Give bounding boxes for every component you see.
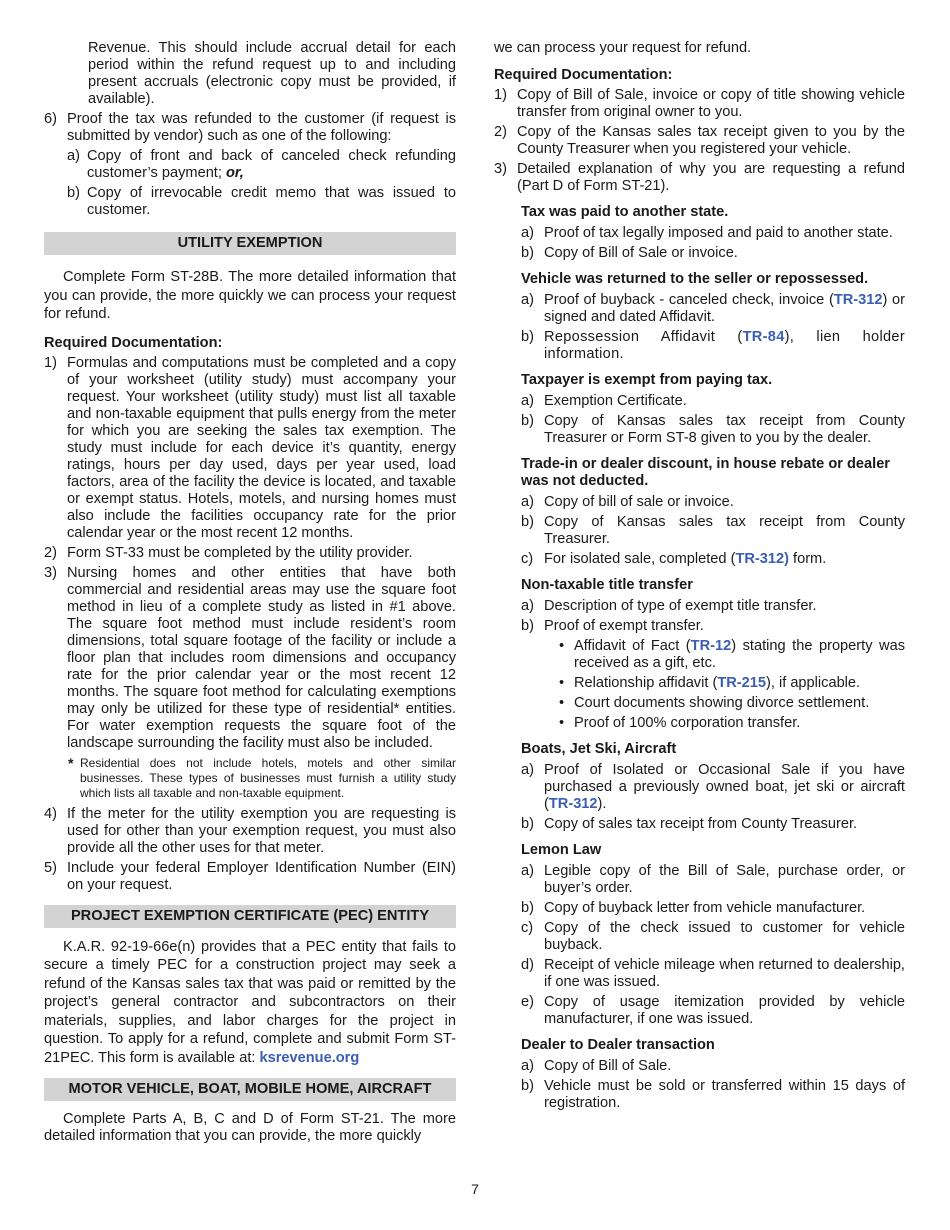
list-item-6: 6) Proof the tax was refunded to the customer (if request is submitted by vendor) such as one of the following: bbox=[44, 111, 456, 144]
boats-heading: Boats, Jet Ski, Aircraft bbox=[521, 741, 677, 757]
tradein-a: a) Copy of bill of sale or invoice. bbox=[521, 494, 734, 510]
ksrevenue-link[interactable]: ksrevenue.org bbox=[259, 1049, 360, 1066]
tradein-c: c) For isolated sale, completed (TR-312) form. bbox=[521, 551, 827, 567]
motor-required-documentation: Required Documentation: bbox=[494, 67, 673, 83]
lemon-b: b) Copy of buyback letter from vehicle manufacturer. bbox=[521, 900, 866, 916]
lemon-d: d) Receipt of vehicle mileage when returned to dealership, if one was issued. bbox=[521, 957, 905, 990]
nontaxable-bullet-1: • Affidavit of Fact (TR-12) stating the property was received as a gift, etc. bbox=[559, 638, 905, 671]
tr-84-link[interactable]: TR-84 bbox=[742, 329, 785, 345]
tradein-heading: Trade-in or dealer discount, in house rebate or dealer was not deducted. bbox=[521, 456, 890, 489]
another-state-heading: Tax was paid to another state. bbox=[521, 204, 729, 220]
motor-item-2: 2) Copy of the Kansas sales tax receipt given to you by the County Treasurer when you registered your vehicle. bbox=[494, 124, 905, 157]
tr-312-link[interactable]: TR-312 bbox=[548, 796, 598, 812]
nontaxable-b: b) Proof of exempt transfer. bbox=[521, 618, 704, 634]
tradein-b: b) Copy of Kansas sales tax receipt from County Treasurer. bbox=[521, 514, 905, 547]
continued-text: Revenue. This should include accrual detail for each period within the refund request up to and including present accruals (electronic copy must be provided, if available). bbox=[88, 40, 456, 107]
tr-312-link[interactable]: TR-312) bbox=[735, 551, 789, 567]
boats-a: a) Proof of Isolated or Occasional Sale if you have purchased a previously owned boat, jet ski or aircraft (TR-312). bbox=[521, 762, 905, 812]
another-state-a: a) Proof of tax legally imposed and paid to another state. bbox=[521, 225, 893, 241]
tr-12-link[interactable]: TR-12 bbox=[690, 638, 732, 654]
utility-intro: Complete Form ST-28B. The more detailed information that you can provide, the more quickly we can process your request for refund. bbox=[44, 269, 456, 322]
nontaxable-bullet-4: • Proof of 100% corporation transfer. bbox=[559, 715, 801, 731]
dealer-a: a) Copy of Bill of Sale. bbox=[521, 1058, 672, 1074]
exempt-a: a) Exemption Certificate. bbox=[521, 393, 687, 409]
lemon-a: a) Legible copy of the Bill of Sale, purchase order, or buyer’s order. bbox=[521, 863, 905, 896]
nontaxable-a: a) Description of type of exempt title transfer. bbox=[521, 598, 817, 614]
pec-entity-heading: PROJECT EXEMPTION CERTIFICATE (PEC) ENTITY bbox=[44, 905, 456, 928]
continued-text-right: we can process your request for refund. bbox=[494, 40, 752, 56]
lemon-e: e) Copy of usage itemization provided by vehicle manufacturer, if one was issued. bbox=[521, 994, 905, 1027]
tr-215-link[interactable]: TR-215 bbox=[717, 675, 766, 691]
utility-item-1: 1) Formulas and computations must be completed and a copy of your worksheet (utility study) must accompany your request. Your worksheet (utility study) must list all taxable and non-taxable equipment that pulls energy from the meter for which you are seeking the sales tax exemption. The study must include for each device it’s quantity, energy ratings, hours per day used, days per year used, load factors, area of the facility the device is located, and taxable or exempt status. Hotels, motels, and nursing homes must also include the facilities occupancy rate for the prior calendar year or the most recent 12 months. bbox=[44, 354, 456, 541]
dealer-b: b) Vehicle must be sold or transferred within 15 days of registration. bbox=[521, 1078, 905, 1111]
utility-exemption-heading: UTILITY EXEMPTION bbox=[44, 232, 456, 255]
utility-item-2: 2) Form ST-33 must be completed by the utility provider. bbox=[44, 544, 413, 561]
returned-heading: Vehicle was returned to the seller or repossessed. bbox=[521, 271, 869, 287]
boats-b: b) Copy of sales tax receipt from County Treasurer. bbox=[521, 816, 858, 832]
lemon-law-heading: Lemon Law bbox=[521, 842, 602, 858]
returned-b: b) Repossession Affidavit (TR-84), lien holder information. bbox=[521, 329, 905, 362]
utility-item-3: 3) Nursing homes and other entities that have both commercial and residential areas may use the square foot method in lieu of a complete study as listed in #1 above. The square foot method must include resident’s room dimensions, total square footage of the facility or include a floor plan that includes room dimensions and occupancy rate for the prior calendar year or the most recent 12 months. The square foot method for calculating exemptions may only be utilized for these type of residential* entities. For water exemption requests the square foot of the landscape surrounding the facility must also be included. bbox=[44, 564, 456, 751]
another-state-b: b) Copy of Bill of Sale or invoice. bbox=[521, 245, 738, 261]
left-column bbox=[44, 40, 456, 1145]
motor-vehicle-heading: MOTOR VEHICLE, BOAT, MOBILE HOME, AIRCRAFT bbox=[44, 1078, 456, 1101]
list-item-6b: b) Copy of irrevocable credit memo that was issued to customer. bbox=[67, 185, 456, 218]
residential-footnote: * Residential does not include hotels, motels and other similar businesses. These types of businesses must furnish a utility study which lists all taxable and non-taxable equipment. bbox=[68, 754, 456, 800]
nontaxable-bullet-3: • Court documents showing divorce settlement. bbox=[559, 695, 870, 711]
nontaxable-bullet-2: • Relationship affidavit (TR-215), if applicable. bbox=[559, 675, 861, 691]
motor-vehicle-intro: Complete Parts A, B, C and D of Form ST-21. The more detailed information that you can provide, the more quickly bbox=[44, 1111, 456, 1144]
list-item-6a: a) Copy of front and back of canceled check refunding customer’s payment; or, bbox=[67, 148, 456, 181]
lemon-c: c) Copy of the check issued to customer for vehicle buyback. bbox=[521, 920, 905, 953]
utility-item-4: 4) If the meter for the utility exemption you are requesting is used for other than your exemption request, you must also provide all the other uses for that meter. bbox=[44, 805, 456, 856]
right-column bbox=[494, 40, 905, 1112]
dealer-heading: Dealer to Dealer transaction bbox=[521, 1037, 715, 1053]
pec-text: K.A.R. 92-19-66e(n) provides that a PEC entity that fails to secure a timely PEC for a construction project may seek a refund of the Kansas sales tax that was paid or remitted by the project’s general contractor and subcontractors on their materials, supplies, and labor charges for the project in question. To apply for a refund, complete and submit Form ST-21PEC. This form is available at: ksrevenue.org bbox=[44, 938, 456, 1066]
tr-312-link[interactable]: TR-312 bbox=[833, 292, 883, 308]
utility-required-documentation: Required Documentation: bbox=[44, 334, 223, 351]
exempt-b: b) Copy of Kansas sales tax receipt from County Treasurer or Form ST-8 given to you by the dealer. bbox=[521, 413, 905, 446]
exempt-heading: Taxpayer is exempt from paying tax. bbox=[521, 372, 773, 388]
returned-a: a) Proof of buyback - canceled check, invoice (TR-312) or signed and dated Affidavit. bbox=[521, 292, 905, 325]
page-number: 7 bbox=[471, 1181, 479, 1197]
motor-item-1: 1) Copy of Bill of Sale, invoice or copy of title showing vehicle transfer from original owner to you. bbox=[494, 87, 905, 120]
utility-item-5: 5) Include your federal Employer Identification Number (EIN) on your request. bbox=[44, 859, 456, 893]
nontaxable-heading: Non-taxable title transfer bbox=[521, 577, 693, 593]
motor-item-3: 3) Detailed explanation of why you are requesting a refund (Part D of Form ST-21). bbox=[494, 161, 905, 194]
